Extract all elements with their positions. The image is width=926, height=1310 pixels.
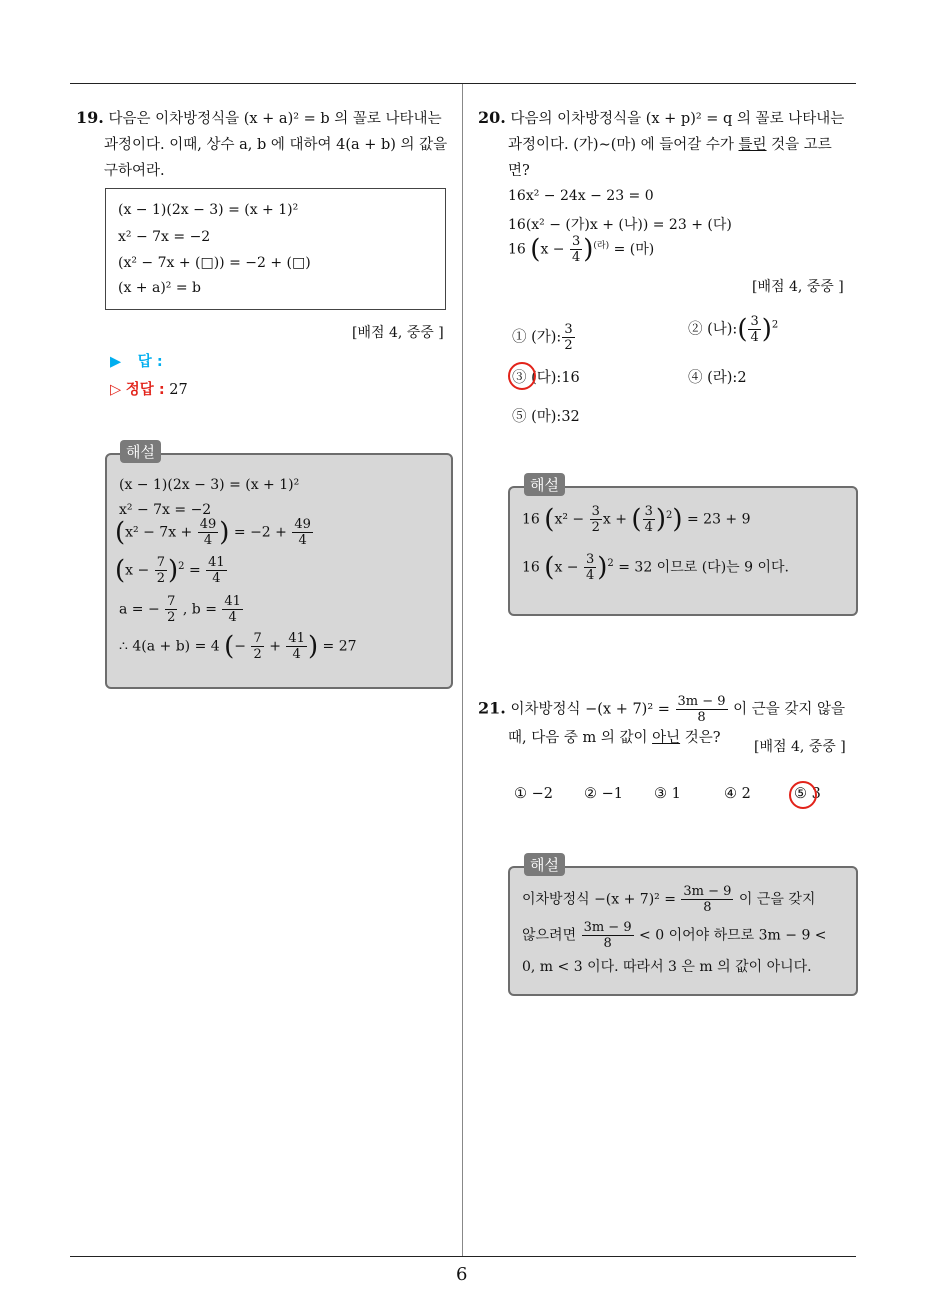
page-number: 6 <box>456 1264 468 1285</box>
q19-explanation-box <box>105 453 453 689</box>
q21-choice-1[interactable]: ① −2 <box>514 786 553 802</box>
selected-answer-circle <box>789 781 817 809</box>
q19-line3: 구하여라. <box>104 163 165 179</box>
q19-box-line: (x − 1)(2x − 3) = (x + 1)² <box>118 202 299 218</box>
q20-line2: 과정이다. (가)∼(마) 에 들어갈 수가 틀린 것을 고르 <box>508 137 832 153</box>
answer-label: 답 : <box>137 354 163 370</box>
play-arrow-icon: ▶ <box>110 354 122 370</box>
column-divider <box>462 84 463 1256</box>
q21-score-meta: [배점 4, 중중 ] <box>754 739 846 755</box>
triangle-outline-icon: ▷ <box>110 382 122 398</box>
q19-expl-line: x² − 7x = −2 <box>119 502 212 518</box>
q21-choice-2[interactable]: ② −1 <box>584 786 623 802</box>
q21-expl-line: 0, m < 3 이다. 따라서 3 은 m 의 값이 아니다. <box>522 959 812 975</box>
q20-eq2: 16(x² − (가)x + (나)) = 23 + (다) <box>508 217 732 233</box>
q19-number: 19. <box>76 108 104 127</box>
q20-line3: 면? <box>508 163 530 179</box>
selected-answer-circle <box>508 362 536 390</box>
q20-choice-3[interactable]: ③ (다):16 <box>512 370 580 386</box>
q21-line2: 때, 다음 중 m 의 값이 아닌 것은? <box>508 730 721 746</box>
q19-box-line: (x² − 7x + (□)) = −2 + (□) <box>118 255 311 271</box>
q20-line1: 20. 다음의 이차방정식을 (x + p)² = q 의 꼴로 나타내는 <box>478 108 845 127</box>
top-rule <box>70 83 856 84</box>
q20-score-meta: [배점 4, 중중 ] <box>752 279 844 295</box>
q19-expl-line: a = − $\frac{7}{2}$ , b = $\frac{41}{4}$ <box>119 594 241 625</box>
q20-explanation-box <box>508 486 858 616</box>
q20-eq1: 16x² − 24x − 23 = 0 <box>508 188 654 204</box>
q20-choice-2[interactable]: ② (나):( $\frac{3}{4}$ )$^2$ <box>688 314 779 345</box>
q19-line1: 19. 다음은 이차방정식을 (x + a)² = b 의 꼴로 나타내는 <box>76 108 442 127</box>
q19-expl-line: (x − 1)(2x − 3) = (x + 1)² <box>119 477 300 493</box>
q20-choice-5[interactable]: ⑤ (마):32 <box>512 409 580 425</box>
bottom-rule <box>70 1256 856 1257</box>
correct-label: 정답 : <box>125 382 165 398</box>
q19-expl-line: ∴ 4(a + b) = 4 (− $\frac{7}{2}$ + $\frac{41}{4}$ ) = 27 <box>119 631 357 662</box>
q19-box-line: (x + a)² = b <box>118 280 202 296</box>
q19-process-box <box>105 188 446 310</box>
q19-answer-row <box>110 350 163 371</box>
q20-eq3: 16 (x − $\frac{3}{4}$ )$^{(라)}$ = (마) <box>508 234 655 265</box>
q19-score-meta: [배점 4, 중중 ] <box>352 325 444 341</box>
q20-expl-line: 16 (x² − $\frac{3}{2}$ x + ( $\frac{3}{4}$ )$^2$) = 23 + 9 <box>522 504 751 535</box>
q19-expl-line: (x² − 7x + $\frac{49}{4}$ ) = −2 + $\frac{49}{4}$ <box>115 517 311 548</box>
q21-explanation-box <box>508 866 858 996</box>
q20-choice-1[interactable]: ① (가): $\frac{3}{2}$ <box>512 322 573 353</box>
q19-line2: 과정이다. 이때, 상수 a, b 에 대하여 4(a + b) 의 값을 <box>104 137 448 153</box>
q21-choice-5[interactable]: ⑤ 3 <box>794 786 821 802</box>
q20-number: 20. <box>478 108 506 127</box>
q21-choice-4[interactable]: ④ 2 <box>724 786 751 802</box>
q21-explanation-tag: 해설 <box>524 853 565 876</box>
correct-value: 27 <box>169 382 188 398</box>
q20-choice-4[interactable]: ④ (라):2 <box>688 370 747 386</box>
q19-correct-row <box>110 378 188 399</box>
q21-number: 21. <box>478 698 506 718</box>
q19-expl-line: (x − $\frac{7}{2}$ )$^2$ = $\frac{41}{4}$ <box>115 555 225 586</box>
q20-explanation-tag: 해설 <box>524 473 565 496</box>
q19-explanation-tag: 해설 <box>120 440 161 463</box>
q20-expl-line: 16 (x − $\frac{3}{4}$ )$^2$ = 32 이므로 (다)는 9 이다. <box>522 552 789 583</box>
q19-box-line: x² − 7x = −2 <box>118 229 211 245</box>
q21-expl-line: 이차방정식 −(x + 7)² = $\frac{3m - 9}{8}$ 이 근을 갖지 <box>522 884 816 915</box>
q21-choice-3[interactable]: ③ 1 <box>654 786 681 802</box>
q21-line1: 21. 이차방정식 −(x + 7)² = $\frac{3m - 9}{8}$ 이 근을 갖지 않을 <box>478 694 846 725</box>
q21-expl-line: 않으려면 $\frac{3m - 9}{8}$ < 0 이어야 하므로 3m − 9 < <box>522 920 827 951</box>
